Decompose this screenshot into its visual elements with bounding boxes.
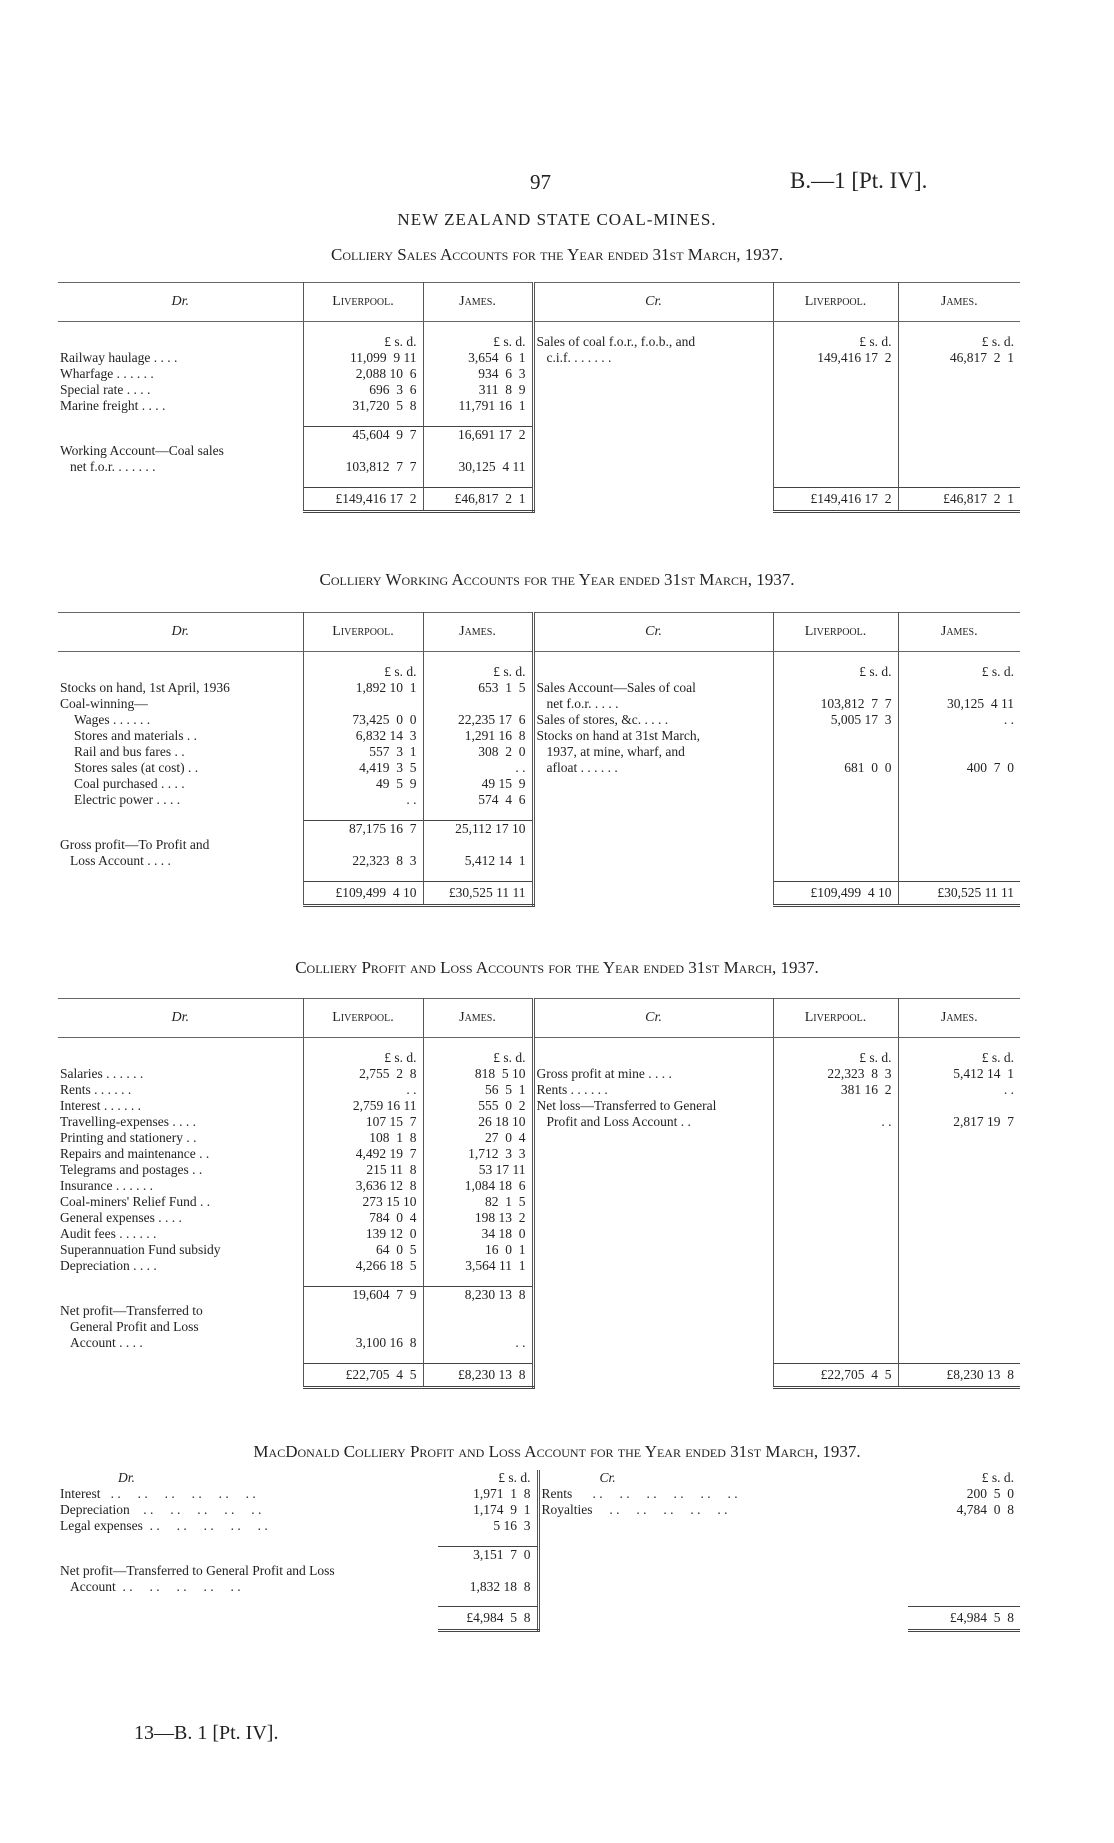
- sales-table: [58, 282, 1020, 513]
- pl-cr-label: Gross profit at mine . . . .: [533, 1066, 773, 1082]
- pl-liverpool-value: 215 11 8: [303, 1162, 423, 1178]
- sales-liverpool-value: 31,720 5 8: [303, 398, 423, 414]
- pl-liverpool-value: 4,492 19 7: [303, 1146, 423, 1162]
- working-dr-label: Wages . . . . . .: [58, 712, 303, 728]
- sales-caption: [0, 245, 1114, 265]
- pl-liverpool-value: 2,755 2 8: [303, 1066, 423, 1082]
- pl-cr-header: Cr.: [533, 999, 773, 1038]
- working-james-header: James.: [423, 613, 533, 652]
- working-dr-label: Electric power . . . .: [58, 792, 303, 808]
- pl-table: [58, 998, 1020, 1389]
- working-liverpool-value: . .: [303, 792, 423, 808]
- pl-dr-label: Travelling-expenses . . . .: [58, 1114, 303, 1130]
- working-dr-label: Stores and materials . .: [58, 728, 303, 744]
- working-cr-label: Stocks on hand at 31st March,: [533, 728, 773, 744]
- working-tail-liverpool: 22,323 8 3: [303, 853, 423, 869]
- working-cr-label: afloat . . . . . .: [533, 760, 773, 776]
- working-caption: [0, 570, 1114, 590]
- pl-tail-liverpool: 3,100 16 8: [303, 1335, 423, 1351]
- pl-cr-label: Profit and Loss Account . .: [533, 1114, 773, 1130]
- sales-james-header-cr: James.: [898, 283, 1020, 322]
- working-subtotal-james: 25,112 17 10: [423, 821, 533, 838]
- pl-cr-liverpool-value: 381 16 2: [773, 1082, 898, 1098]
- macdonald-subtotal: 3,151 7 0: [438, 1546, 538, 1563]
- sales-liverpool-header-cr: Liverpool.: [773, 283, 898, 322]
- unit-label: £ s. d.: [981, 1050, 1014, 1065]
- pl-cr-james-value: 2,817 19 7: [953, 1114, 1014, 1129]
- working-subtotal-liverpool: 87,175 16 7: [303, 821, 423, 838]
- pl-dr-label: General expenses . . . .: [58, 1210, 303, 1226]
- sales-james-value: 934 6 3: [423, 366, 533, 382]
- sales-cr-label: c.i.f. . . . . . .: [533, 350, 773, 366]
- pl-dr-label: Repairs and maintenance . .: [58, 1146, 303, 1162]
- working-liverpool-header: Liverpool.: [303, 613, 423, 652]
- macdonald-dr-amount: 1,174 9 1: [438, 1502, 538, 1518]
- pl-dr-label: Interest . . . . . .: [58, 1098, 303, 1114]
- working-total-james: £30,525 11 11: [423, 882, 533, 906]
- unit-label: £ s. d.: [981, 664, 1014, 679]
- sales-total-james: £46,817 2 1: [423, 488, 533, 512]
- sales-liverpool-value: 696 3 6: [303, 382, 423, 398]
- pl-james-value: 26 18 10: [423, 1114, 533, 1130]
- pl-subtotal-liverpool: 19,604 7 9: [303, 1287, 423, 1304]
- pl-cr-james-value: 5,412 14 1: [953, 1066, 1014, 1081]
- working-cr-label: Sales Account—Sales of coal: [533, 680, 773, 696]
- pl-dr-tail-label: Net profit—Transferred to: [58, 1303, 303, 1319]
- working-dr-label: Coal purchased . . . .: [58, 776, 303, 792]
- macdonald-dr-label: Depreciation . . . . . . . . . .: [60, 1502, 262, 1517]
- working-cr-label: Sales of stores, &c. . . . .: [533, 712, 773, 728]
- pl-liverpool-value: 2,759 16 11: [303, 1098, 423, 1114]
- pl-liverpool-value: 107 15 7: [303, 1114, 423, 1130]
- sales-subtotal-james: 16,691 17 2: [423, 427, 533, 444]
- pl-dr-label: Rents . . . . . .: [58, 1082, 303, 1098]
- macdonald-cr-label: Rents . . . . . . . . . . . .: [541, 1486, 738, 1501]
- pl-cr-james-value: . .: [1003, 1082, 1014, 1097]
- pl-caption-text: Colliery Profit and Loss Accounts for the Year ended 31st March, 1937.: [295, 958, 819, 977]
- pl-dr-label: Insurance . . . . . .: [58, 1178, 303, 1194]
- sales-caption-text: Colliery Sales Accounts for the Year ended 31st March, 1937.: [331, 245, 783, 264]
- macdonald-cr-total: £4,984 5 8: [908, 1607, 1020, 1631]
- pl-james-value: 82 1 5: [423, 1194, 533, 1210]
- pl-james-value: 34 18 0: [423, 1226, 533, 1242]
- main-title: NEW ZEALAND STATE COAL-MINES.: [397, 210, 717, 229]
- working-liverpool-value: 73,425 0 0: [303, 712, 423, 728]
- working-cr-label: net f.o.r. . . . .: [533, 696, 773, 712]
- pl-liverpool-value: 3,636 12 8: [303, 1178, 423, 1194]
- macdonald-dr-header: Dr.: [118, 1470, 135, 1485]
- sales-cr-liverpool-value: 149,416 17 2: [773, 350, 898, 366]
- pl-james-value: 555 0 2: [423, 1098, 533, 1114]
- sales-james-value: 11,791 16 1: [423, 398, 533, 414]
- sales-james-header: James.: [423, 283, 533, 322]
- unit-label: £ s. d.: [423, 1050, 533, 1066]
- working-dr-label: Stores sales (at cost) . .: [58, 760, 303, 776]
- unit-label: £ s. d.: [773, 334, 898, 350]
- sales-liverpool-value: 11,099 9 11: [303, 350, 423, 366]
- sales-dr-tail-label: net f.o.r. . . . . . .: [58, 459, 303, 475]
- working-cr-liverpool-value: 103,812 7 7: [773, 696, 898, 712]
- pl-james-value: 27 0 4: [423, 1130, 533, 1146]
- pl-liverpool-value: 64 0 5: [303, 1242, 423, 1258]
- unit-label: £ s. d.: [303, 334, 423, 350]
- sales-dr-tail-label: Working Account—Coal sales: [58, 443, 303, 459]
- pl-cr-label: Rents . . . . . .: [533, 1082, 773, 1098]
- sales-dr-label: Railway haulage . . . .: [58, 350, 303, 366]
- sales-tail-liverpool: 103,812 7 7: [303, 459, 423, 475]
- pl-caption: [0, 958, 1114, 978]
- sales-total-liverpool: £149,416 17 2: [303, 488, 423, 512]
- pl-liverpool-value: 139 12 0: [303, 1226, 423, 1242]
- working-liverpool-value: 49 5 9: [303, 776, 423, 792]
- pl-liverpool-value: 108 1 8: [303, 1130, 423, 1146]
- working-cr-liverpool-value: 5,005 17 3: [773, 712, 898, 728]
- working-james-value: 22,235 17 6: [423, 712, 533, 728]
- pl-james-value: 3,564 11 1: [423, 1258, 533, 1274]
- working-table: [58, 612, 1020, 907]
- pl-subtotal-james: 8,230 13 8: [423, 1287, 533, 1304]
- macdonald-cr-header: Cr.: [599, 1470, 616, 1485]
- sales-james-value: 3,654 6 1: [423, 350, 533, 366]
- macdonald-dr-amount: 1,971 1 8: [438, 1486, 538, 1502]
- working-cr-header: Cr.: [533, 613, 773, 652]
- pl-dr-label: Depreciation . . . .: [58, 1258, 303, 1274]
- working-caption-text: Colliery Working Accounts for the Year ended 31st March, 1937.: [319, 570, 795, 589]
- pl-dr-label: Superannuation Fund subsidy: [58, 1242, 303, 1258]
- working-dr-tail-label: Loss Account . . . .: [58, 853, 303, 869]
- working-james-value: 49 15 9: [423, 776, 533, 792]
- pl-james-value: 1,084 18 6: [423, 1178, 533, 1194]
- working-dr-label: Stocks on hand, 1st April, 1936: [58, 680, 303, 696]
- sales-james-value: 311 8 9: [423, 382, 533, 398]
- working-liverpool-value: 6,832 14 3: [303, 728, 423, 744]
- macdonald-account: [58, 1470, 1020, 1632]
- macdonald-cr-label: Royalties . . . . . . . . . .: [541, 1502, 728, 1517]
- working-cr-james-value: . .: [1003, 712, 1014, 727]
- unit-label: £ s. d.: [981, 334, 1014, 349]
- macdonald-tail-amount: 1,832 18 8: [438, 1579, 538, 1595]
- working-cr-james-value: 30,125 4 11: [947, 696, 1014, 711]
- working-cr-total-james: £30,525 11 11: [898, 882, 1020, 906]
- working-total-liverpool: £109,499 4 10: [303, 882, 423, 906]
- pl-dr-label: Coal-miners' Relief Fund . .: [58, 1194, 303, 1210]
- pl-cr-liverpool-value: 22,323 8 3: [773, 1066, 898, 1082]
- macdonald-cr-amount: 200 5 0: [966, 1486, 1014, 1501]
- pl-liverpool-value: . .: [303, 1082, 423, 1098]
- sales-cr-label: Sales of coal f.o.r., f.o.b., and: [533, 334, 773, 350]
- working-liverpool-header-cr: Liverpool.: [773, 613, 898, 652]
- pl-liverpool-value: 273 15 10: [303, 1194, 423, 1210]
- pl-dr-header: Dr.: [58, 999, 303, 1038]
- working-liverpool-value: 4,419 3 5: [303, 760, 423, 776]
- pl-james-value: 56 5 1: [423, 1082, 533, 1098]
- working-cr-james-value: 400 7 0: [966, 760, 1014, 775]
- unit-label: £ s. d.: [981, 1470, 1014, 1485]
- sales-dr-header: Dr.: [58, 283, 303, 322]
- pl-liverpool-header-cr: Liverpool.: [773, 999, 898, 1038]
- pl-liverpool-value: 784 0 4: [303, 1210, 423, 1226]
- sales-dr-label: Marine freight . . . .: [58, 398, 303, 414]
- sales-cr-header: Cr.: [533, 283, 773, 322]
- unit-label: £ s. d.: [423, 664, 533, 680]
- unit-label: £ s. d.: [303, 664, 423, 680]
- pl-cr-label: Net loss—Transferred to General: [533, 1098, 773, 1114]
- macdonald-dr-tail-label: Account . . . . . . . . . .: [70, 1578, 241, 1594]
- working-cr-liverpool-value: 681 0 0: [773, 760, 898, 776]
- sales-subtotal-liverpool: 45,604 9 7: [303, 427, 423, 444]
- pl-liverpool-value: 4,266 18 5: [303, 1258, 423, 1274]
- pl-james-header-cr: James.: [898, 999, 1020, 1038]
- working-coal-winning-label: Coal-winning—: [58, 696, 303, 712]
- pl-cr-liverpool-value: . .: [773, 1114, 898, 1130]
- pl-dr-label: Printing and stationery . .: [58, 1130, 303, 1146]
- working-james-value: 574 4 6: [423, 792, 533, 808]
- macdonald-dr-label: Interest . . . . . . . . . . . .: [60, 1486, 256, 1501]
- pl-total-james: £8,230 13 8: [423, 1364, 533, 1388]
- working-james-value: 653 1 5: [423, 680, 533, 696]
- pl-liverpool-header: Liverpool.: [303, 999, 423, 1038]
- working-james-value: 1,291 16 8: [423, 728, 533, 744]
- working-cr-label: 1937, at mine, wharf, and: [533, 744, 773, 760]
- working-cr-total-liverpool: £109,499 4 10: [773, 882, 898, 906]
- sales-cr-james-value: 46,817 2 1: [949, 350, 1014, 365]
- unit-label: £ s. d.: [303, 1050, 423, 1066]
- working-liverpool-value: 1,892 10 1: [303, 680, 423, 696]
- pl-james-value: 818 5 10: [423, 1066, 533, 1082]
- pl-cr-total-james: £8,230 13 8: [898, 1364, 1020, 1388]
- pl-dr-tail-label: General Profit and Loss: [58, 1319, 303, 1335]
- pl-dr-label: Telegrams and postages . .: [58, 1162, 303, 1178]
- macdonald-caption-text: MacDonald Colliery Profit and Loss Account for the Year ended 31st March, 1937.: [253, 1442, 861, 1461]
- pl-dr-label: Audit fees . . . . . .: [58, 1226, 303, 1242]
- working-james-value: 308 2 0: [423, 744, 533, 760]
- sales-dr-label: Wharfage . . . . . .: [58, 366, 303, 382]
- working-james-header-cr: James.: [898, 613, 1020, 652]
- page-number: 97: [530, 170, 551, 194]
- working-james-value: . .: [423, 760, 533, 776]
- pl-james-value: 16 0 1: [423, 1242, 533, 1258]
- macdonald-caption: [0, 1442, 1114, 1462]
- pl-dr-label: Salaries . . . . . .: [58, 1066, 303, 1082]
- page-footer: 13—B. 1 [Pt. IV].: [134, 1722, 279, 1744]
- unit-label: £ s. d.: [423, 334, 533, 350]
- macdonald-dr-total: £4,984 5 8: [438, 1607, 538, 1631]
- sales-cr-total-liverpool: £149,416 17 2: [773, 488, 898, 512]
- macdonald-dr-tail-label: Net profit—Transferred to General Profit and Loss: [60, 1562, 335, 1578]
- pl-james-value: 1,712 3 3: [423, 1146, 533, 1162]
- sales-liverpool-value: 2,088 10 6: [303, 366, 423, 382]
- unit-label: £ s. d.: [773, 1050, 898, 1066]
- pl-james-value: 198 13 2: [423, 1210, 533, 1226]
- pl-dr-tail-label: Account . . . .: [58, 1335, 303, 1351]
- pl-tail-james: . .: [423, 1335, 533, 1351]
- sales-tail-james: 30,125 4 11: [423, 459, 533, 475]
- working-dr-label: Rail and bus fares . .: [58, 744, 303, 760]
- sales-dr-label: Special rate . . . .: [58, 382, 303, 398]
- working-tail-james: 5,412 14 1: [423, 853, 533, 869]
- pl-cr-total-liverpool: £22,705 4 5: [773, 1364, 898, 1388]
- sales-cr-total-james: £46,817 2 1: [898, 488, 1020, 512]
- working-liverpool-value: 557 3 1: [303, 744, 423, 760]
- pl-james-value: 53 17 11: [423, 1162, 533, 1178]
- page-reference: B.—1 [Pt. IV].: [790, 168, 928, 193]
- unit-label: £ s. d.: [438, 1470, 538, 1486]
- unit-label: £ s. d.: [773, 664, 898, 680]
- macdonald-dr-amount: 5 16 3: [438, 1518, 538, 1534]
- macdonald-cr-amount: 4,784 0 8: [956, 1502, 1014, 1517]
- working-dr-header: Dr.: [58, 613, 303, 652]
- working-dr-tail-label: Gross profit—To Profit and: [58, 837, 303, 853]
- pl-total-liverpool: £22,705 4 5: [303, 1364, 423, 1388]
- sales-liverpool-header: Liverpool.: [303, 283, 423, 322]
- macdonald-dr-label: Legal expenses . . . . . . . . . .: [60, 1518, 268, 1533]
- pl-james-header: James.: [423, 999, 533, 1038]
